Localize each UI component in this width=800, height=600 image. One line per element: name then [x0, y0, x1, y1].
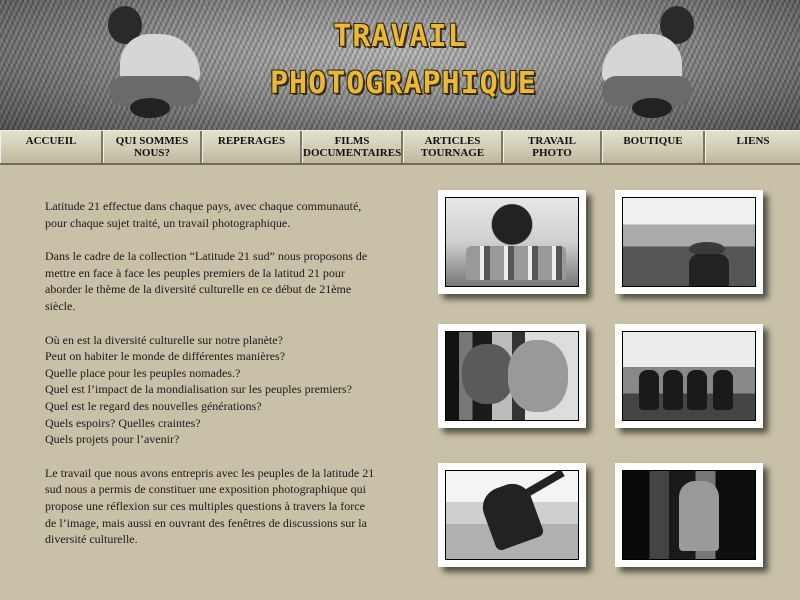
- nav-liens-label: LIENS: [736, 135, 770, 147]
- banner-figure-left: [100, 6, 210, 121]
- nav-boutique[interactable]: [602, 131, 705, 163]
- nav-reperages-label: REPERAGES: [217, 135, 286, 147]
- question-1: Où en est la diversité culturelle sur notre planète?: [45, 332, 283, 347]
- nav-liens[interactable]: [705, 131, 800, 163]
- photo-thumbnail-2[interactable]: [615, 190, 763, 294]
- question-5: Quel est le regard des nouvelles générations?: [45, 398, 262, 413]
- photo-thumbnail-3[interactable]: [438, 324, 586, 428]
- photo-thumbnail-1[interactable]: [438, 190, 586, 294]
- nav-accueil[interactable]: [0, 131, 103, 163]
- nav-qui-sommes-nous-label-1: QUI SOMMES: [115, 135, 189, 147]
- nav-films-label-2: DOCUMENTAIRES: [303, 147, 402, 159]
- nav-articles-label-2: TOURNAGE: [420, 147, 485, 159]
- page-title-line2: PHOTOGRAPHIQUE: [270, 66, 537, 101]
- photo-image-3: [445, 331, 579, 421]
- question-3: Quelle place pour les peuples nomades.?: [45, 365, 241, 380]
- page-title: [270, 18, 537, 104]
- questions-list: [45, 332, 375, 448]
- question-2: Peut on habiter le monde de différentes manières?: [45, 349, 286, 364]
- question-4: Quel est l’impact de la mondialisation sur les peuples premiers?: [45, 382, 352, 397]
- nav-travail-photo[interactable]: [503, 131, 602, 163]
- nav-films-documentaires[interactable]: [302, 131, 403, 163]
- photo-thumbnail-4[interactable]: [615, 324, 763, 428]
- photo-thumbnail-6[interactable]: [615, 463, 763, 567]
- intro-paragraph: Latitude 21 effectue dans chaque pays, avec chaque communauté, pour chaque sujet traité, un travail photographique.: [45, 199, 362, 230]
- header-banner: [0, 0, 800, 130]
- nav-boutique-label: BOUTIQUE: [623, 135, 683, 147]
- nav-travail-photo-label-2: PHOTO: [532, 147, 572, 159]
- nav-travail-photo-label-1: TRAVAIL: [528, 135, 576, 147]
- main-text: [45, 198, 375, 565]
- nav-accueil-label: ACCUEIL: [25, 135, 77, 147]
- nav-reperages[interactable]: [202, 131, 302, 163]
- photo-image-4: [622, 331, 756, 421]
- photo-thumbnail-5[interactable]: [438, 463, 586, 567]
- nav-qui-sommes-nous[interactable]: [103, 131, 202, 163]
- photo-image-2: [622, 197, 756, 287]
- question-7: Quels projets pour l’avenir?: [45, 432, 180, 447]
- photo-image-5: [445, 470, 579, 560]
- main-nav: [0, 130, 800, 165]
- banner-figure-right: [592, 6, 702, 121]
- nav-articles-tournage[interactable]: [403, 131, 503, 163]
- collection-paragraph: Dans le cadre de la collection “Latitude 21 sud” nous proposons de mettre en face à face les peuples premiers de la latitud 21 pour aborder le thème de la diversité culturelle en ce début de 21ème siècle.: [45, 249, 368, 313]
- photo-image-6: [622, 470, 756, 560]
- photo-image-1: [445, 197, 579, 287]
- page-title-line1: TRAVAIL: [333, 19, 467, 54]
- nav-articles-label-1: ARTICLES: [424, 135, 481, 147]
- exhibition-paragraph: Le travail que nous avons entrepris avec les peuples de la latitude 21 sud nous a permis de constituer une exposition photographique qui propose une réflexion sur ces multiples questions à travers la force de l’image, mais aussi en ouvrant des fenêtres de discussions sur la diversité culturelle.: [45, 465, 375, 547]
- nav-films-label-1: FILMS: [334, 135, 370, 147]
- nav-qui-sommes-nous-label-2: NOUS?: [133, 147, 171, 159]
- question-6: Quels espoirs? Quelles craintes?: [45, 415, 201, 430]
